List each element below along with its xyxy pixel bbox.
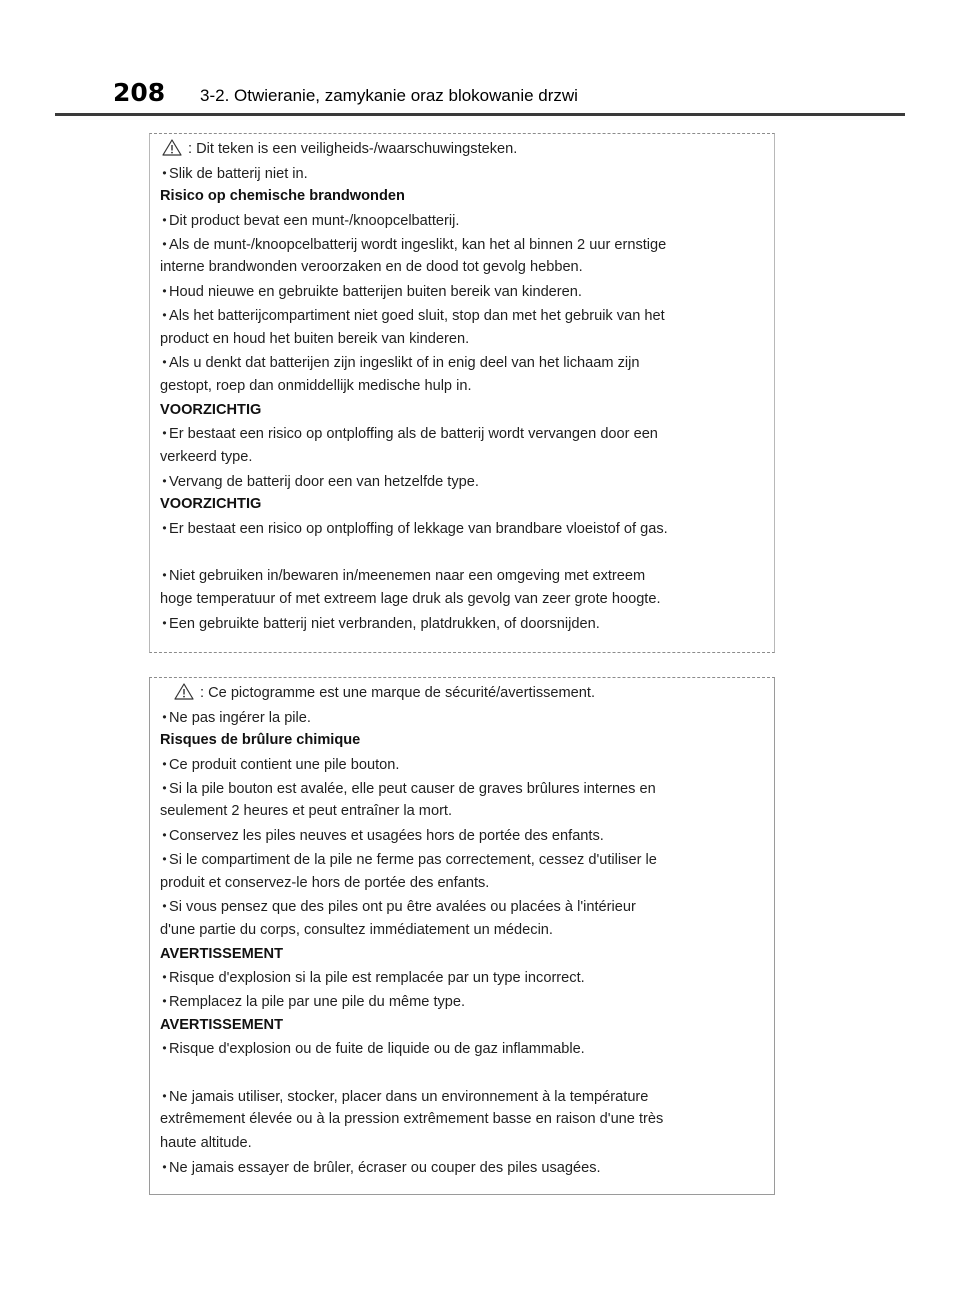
bullet-dot-icon: • [162, 709, 167, 724]
line-text: Risques de brûlure chimique [160, 732, 361, 749]
text-line [160, 895, 764, 919]
line-text: Si la pile bouton est avalée, elle peut causer de graves brûlures internes en [169, 780, 656, 797]
text-line [160, 517, 764, 541]
text-line [160, 470, 764, 494]
line-text: Een gebruikte batterij niet verbranden, platdrukken, of doorsnijden. [169, 615, 600, 632]
line-text: Als de munt-/knoopcelbatterij wordt ingeslikt, kan het al binnen 2 uur ernstige [169, 236, 667, 253]
text-line [160, 351, 764, 375]
dutch-warning-box [149, 133, 775, 653]
bullet-dot-icon: • [162, 899, 167, 914]
line-text: Ne pas ingérer la pile. [169, 709, 311, 726]
line-text: Als u denkt dat batterijen zijn ingeslikt of in enig deel van het lichaam zijn [169, 355, 640, 372]
text-line [160, 800, 764, 824]
line-text: Remplacez la pile par une pile du même type. [169, 993, 466, 1010]
section-heading [160, 399, 764, 423]
section-heading [160, 493, 764, 517]
text-line [160, 375, 764, 399]
bullet-dot-icon: • [162, 521, 167, 535]
line-text: Ce produit contient une pile bouton. [169, 757, 400, 774]
line-text: VOORZICHTIG [160, 401, 262, 418]
bullet-dot-icon: • [162, 213, 167, 228]
bullet-dot-icon: • [162, 970, 167, 985]
text-line [160, 1156, 764, 1180]
bullet-dot-icon: • [162, 828, 167, 843]
line-text: Risque d'explosion si la pile est remplacée par un type incorrect. [169, 970, 585, 987]
line-text: Dit product bevat een munt-/knoopcelbatterij. [169, 213, 460, 230]
bullet-dot-icon: • [162, 355, 167, 370]
text-line [160, 990, 764, 1014]
line-text: : Ce pictogramme est une marque de sécurité/avertissement. [200, 685, 596, 701]
line-text: extrêmement élevée ou à la pression extrêmement basse en raison d'une très [160, 1111, 664, 1128]
line-text: Er bestaat een risico op ontploffing of lekkage van brandbare vloeistof of gas. [169, 521, 668, 537]
line-text: Niet gebruiken in/bewaren in/meenemen naar een omgeving met extreem [169, 568, 646, 585]
text-line [160, 256, 764, 280]
french-warning-box [149, 677, 775, 1195]
bullet-dot-icon: • [162, 757, 167, 772]
line-text: d'une partie du corps, consultez immédiatement un médecin. [160, 921, 553, 938]
text-line [160, 919, 764, 943]
text-line [160, 966, 764, 990]
bullet-dot-icon: • [162, 1041, 167, 1056]
text-line [160, 612, 764, 636]
text-line [160, 1061, 764, 1085]
header-rule [55, 113, 905, 116]
warning-legend-line [160, 138, 764, 162]
bullet-dot-icon: • [162, 284, 167, 299]
warning-triangle-icon [162, 139, 182, 156]
bullet-dot-icon: • [162, 993, 167, 1008]
text-line [160, 753, 764, 777]
text-line [160, 872, 764, 896]
line-text: Vervang de batterij door een van hetzelfde type. [169, 473, 479, 490]
bullet-dot-icon: • [162, 851, 167, 866]
line-text: interne brandwonden veroorzaken en de dood tot gevolg hebben. [160, 259, 583, 276]
text-line [160, 162, 764, 186]
page-header [55, 78, 905, 116]
section-heading [160, 943, 764, 967]
text-line [160, 588, 764, 612]
text-line [160, 328, 764, 352]
text-line [160, 824, 764, 848]
line-text: Als het batterijcompartiment niet goed sluit, stop dan met het gebruik van het [169, 307, 665, 324]
section-heading [160, 185, 764, 209]
text-line [160, 1132, 764, 1156]
bullet-dot-icon: • [162, 473, 167, 488]
line-text: Risque d'explosion ou de fuite de liquide ou de gaz inflammable. [169, 1041, 585, 1058]
bullet-dot-icon: • [162, 1088, 167, 1103]
text-line [160, 1037, 764, 1061]
line-text: Risico op chemische brandwonden [160, 188, 405, 205]
section-heading [160, 729, 764, 753]
text-line [160, 777, 764, 801]
line-text: Ne jamais utiliser, stocker, placer dans un environnement à la température [169, 1088, 649, 1105]
line-text: Conservez les piles neuves et usagées hors de portée des enfants. [169, 828, 604, 845]
line-text: Er bestaat een risico op ontploffing als de batterij wordt vervangen door een [169, 426, 658, 443]
warning-triangle-icon [174, 683, 194, 700]
text-line [160, 706, 764, 730]
text-line [160, 541, 764, 565]
line-text: product en houd het buiten bereik van kinderen. [160, 330, 470, 347]
warning-legend-line [160, 682, 764, 706]
text-line [160, 209, 764, 233]
line-text: : Dit teken is een veiligheids-/waarschuwingsteken. [188, 141, 518, 157]
bullet-dot-icon: • [162, 615, 167, 630]
line-text: gestopt, roep dan onmiddellijk medische hulp in. [160, 377, 472, 394]
line-text: seulement 2 heures et peut entraîner la mort. [160, 803, 453, 820]
line-text: Si le compartiment de la pile ne ferme pas correctement, cessez d'utiliser le [169, 851, 657, 868]
text-line [160, 446, 764, 470]
bullet-dot-icon: • [162, 426, 167, 441]
line-text: VOORZICHTIG [160, 496, 262, 513]
line-text: Ne jamais essayer de brûler, écraser ou couper des piles usagées. [169, 1159, 601, 1176]
text-line [160, 280, 764, 304]
line-text: Slik de batterij niet in. [169, 165, 308, 182]
text-line [160, 233, 764, 257]
line-text: Si vous pensez que des piles ont pu être avalées ou placées à l'intérieur [169, 899, 636, 916]
section-heading [160, 1014, 764, 1038]
line-text: haute altitude. [160, 1135, 252, 1152]
text-line [160, 1108, 764, 1132]
text-line [160, 304, 764, 328]
bullet-dot-icon: • [162, 1159, 167, 1174]
text-line [160, 1085, 764, 1109]
line-text: produit et conservez-le hors de portée des enfants. [160, 874, 490, 891]
text-line [160, 564, 764, 588]
line-text: AVERTISSEMENT [160, 945, 283, 962]
line-text: Houd nieuwe en gebruikte batterijen buiten bereik van kinderen. [169, 284, 582, 301]
line-text: AVERTISSEMENT [160, 1016, 283, 1033]
page-number: 208 [113, 78, 166, 107]
bullet-dot-icon: • [162, 307, 167, 322]
bullet-dot-icon: • [162, 568, 167, 583]
chapter-title: 3-2. Otwieranie, zamykanie oraz blokowanie drzwi [200, 86, 578, 105]
text-line [160, 422, 764, 446]
bullet-dot-icon: • [162, 780, 167, 795]
line-text: verkeerd type. [160, 448, 253, 465]
bullet-dot-icon: • [162, 236, 167, 251]
line-text: hoge temperatuur of met extreem lage druk als gevolg van zeer grote hoogte. [160, 591, 661, 608]
text-line [160, 848, 764, 872]
bullet-dot-icon: • [162, 165, 167, 180]
